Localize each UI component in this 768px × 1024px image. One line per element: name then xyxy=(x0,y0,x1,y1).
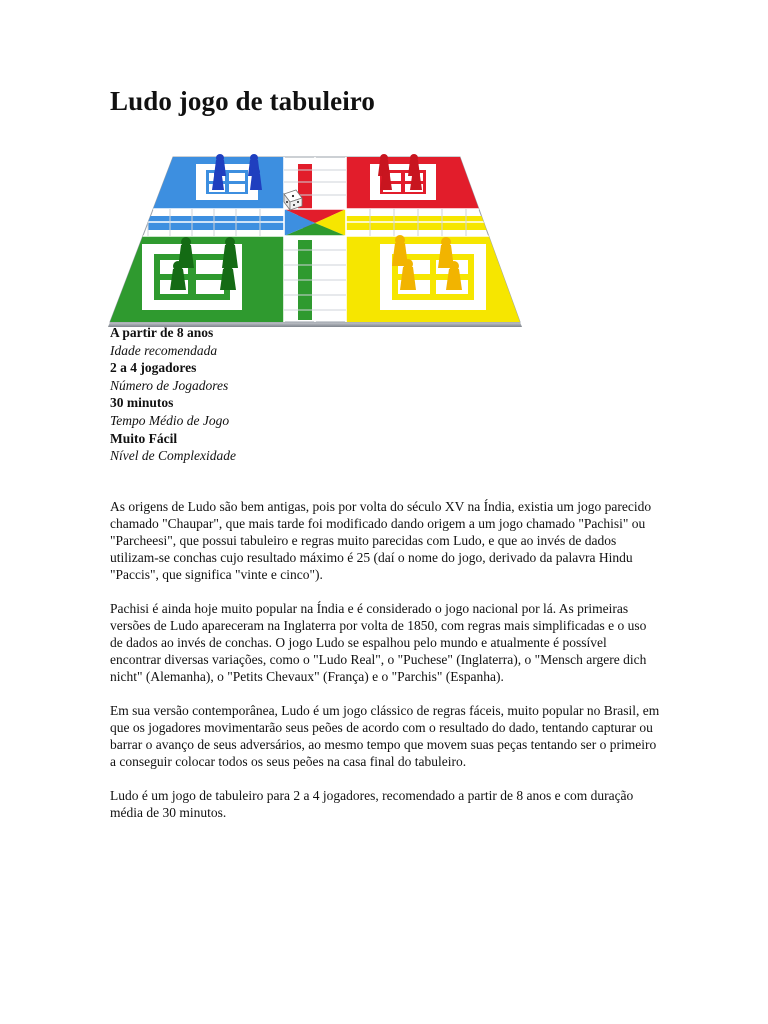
info-item-duration xyxy=(110,394,236,429)
paragraph-contemporary: Em sua versão contemporânea, Ludo é um jogo clássico de regras fáceis, muito popular no Brasil, em que os jogadores movimentarão seus peões de acordo com o resultado do dado, tentando capturar ou barrar o avanço de seus adversários, ao mesmo tempo que movem suas peças tentando ser o primeiro a conseguir colocar todos os seus peões na casa final do tabuleiro. xyxy=(110,703,660,769)
info-item-players xyxy=(110,359,236,394)
paragraph-pachisi: Pachisi é ainda hoje muito popular na Índia e é considerado o jogo nacional por lá. As primeiras versões de Ludo apareceram na Inglaterra por volta de 1850, com regras mais simplificadas e o uso de dados ao invés de conchas. O jogo Ludo se espalhou pelo mundo e atualmente é possível encontrar diversas variações, como o "Ludo Real", o "Puchese" (Inglaterra), o "Mensch argere dich nicht" (Alemanha), o "Petits Chevaux" (França) e o "Parchis" (Espanha). xyxy=(110,601,647,684)
game-info-list xyxy=(110,324,236,465)
info-item-age xyxy=(110,324,236,359)
info-value: A partir de 8 anos xyxy=(110,325,214,340)
ludo-board-icon xyxy=(108,150,522,330)
info-label: Número de Jogadores xyxy=(110,377,229,393)
info-value: 30 minutos xyxy=(110,395,174,411)
info-label: Nível de Complexidade xyxy=(110,448,236,464)
info-item-complexity xyxy=(110,430,236,465)
paragraph-origins: As origens de Ludo são bem antigas, pois por volta do século XV na Índia, existia um jogo parecido chamado "Chaupar", que mais tarde foi modificado dando origem a um jogo chamado "Pachisi" ou "Parcheesi", que possui tabuleiro e regras muito parecidas com Ludo, e que ao invés de dados utilizam-se conchas cujo resultado máximo é 25 (daí o nome do jogo, derivado da palavra Hindu "Paccis", que significa "vinte e cinco"). xyxy=(110,499,652,582)
paragraph-summary: Ludo é um jogo de tabuleiro para 2 a 4 jogadores, recomendado a partir de 8 anos e com duração média de 30 minutos. xyxy=(110,788,634,820)
info-value: Muito Fácil xyxy=(110,430,178,446)
info-label: Tempo Médio de Jogo xyxy=(110,412,230,428)
page-title: Ludo jogo de tabuleiro xyxy=(110,86,375,116)
info-label: Idade recomendada xyxy=(110,342,218,358)
info-value: 2 a 4 jogadores xyxy=(110,360,197,376)
article-body xyxy=(110,498,660,838)
ludo-board-illustration xyxy=(108,150,522,330)
